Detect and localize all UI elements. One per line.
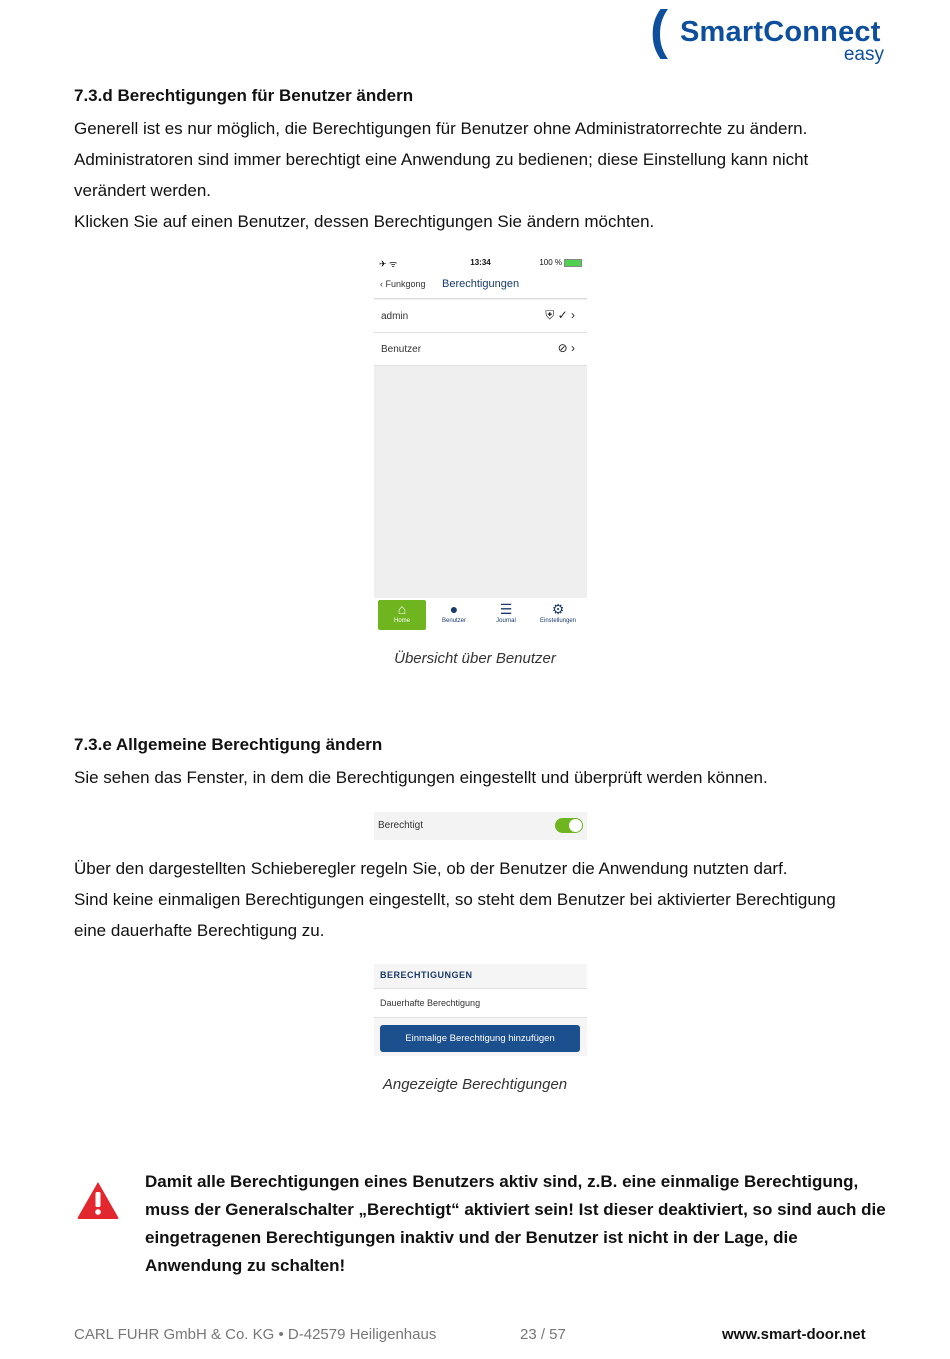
back-button[interactable] — [380, 279, 426, 289]
list-icon: ☰ — [499, 601, 513, 617]
toggle-knob — [569, 819, 582, 832]
user-row-benutzer[interactable] — [374, 333, 587, 366]
warning-icon — [76, 1180, 120, 1220]
section-d-heading: 7.3.d Berechtigungen für Benutzer ändern — [74, 86, 414, 105]
user-row-admin[interactable] — [374, 300, 587, 333]
tab-home[interactable] — [378, 600, 426, 630]
battery-icon — [564, 259, 582, 267]
permission-label: Dauerhafte Berechtigung — [380, 998, 481, 1008]
figure-caption: Übersicht über Benutzer — [394, 650, 556, 667]
section-e-heading: 7.3.e Allgemeine Berechtigung ändern — [74, 735, 383, 754]
status-icons: ✈ ᯤ — [379, 259, 398, 269]
smartconnect-logo — [650, 0, 890, 65]
status-bar — [374, 252, 587, 272]
slider-paragraph — [74, 853, 894, 946]
section-e-paragraph — [74, 762, 894, 793]
shield-check-chevron-icon: ⛨ ✓ › — [545, 308, 575, 322]
paragraph-line: eine dauerhafte Berechtigung zu. — [74, 921, 325, 940]
tab-bar — [374, 598, 587, 635]
footer-url[interactable]: www.smart-door.net — [722, 1326, 866, 1343]
tab-einstellungen[interactable] — [534, 600, 582, 630]
toggle-label: Berechtigt — [378, 820, 424, 831]
paragraph-line: verändert werden. — [74, 181, 212, 200]
permissions-card — [374, 964, 587, 1056]
warning-line: Anwendung zu schalten! — [145, 1256, 346, 1275]
add-one-time-permission-button[interactable]: Einmalige Berechtigung hinzufügen — [380, 1025, 580, 1052]
warning-line: muss der Generalschalter „Berechtigt“ aktiviert sein! Ist dieser deaktiviert, so sind auch die — [145, 1200, 886, 1219]
gear-icon: ⚙ — [551, 601, 565, 617]
battery-label: 100 % — [539, 258, 562, 267]
status-time: 13:34 — [470, 258, 491, 267]
nav-title: Berechtigungen — [442, 278, 520, 290]
battery-indicator — [539, 258, 582, 267]
back-label: Funkgong — [385, 279, 426, 289]
figure-caption: Angezeigte Berechtigungen — [382, 1076, 568, 1093]
logo-bracket: ( — [650, 0, 668, 60]
logo-brand: SmartConnect — [680, 16, 881, 48]
paragraph-line: Sind keine einmaligen Berechtigungen eingestellt, so steht dem Benutzer bei aktivierter Berechtigung — [74, 890, 836, 909]
warning-text — [145, 1168, 905, 1280]
permanent-permission-row[interactable] — [374, 988, 587, 1018]
phone-screenshot — [374, 252, 587, 635]
paragraph-line: Administratoren sind immer berechtigt eine Anwendung zu bedienen; diese Einstellung kann nicht — [74, 150, 809, 169]
user-name: admin — [381, 311, 409, 322]
paragraph-line: Sie sehen das Fenster, in dem die Berechtigungen eingestellt und überprüft werden können. — [74, 768, 768, 787]
chevron-left-icon: ‹ — [380, 279, 386, 289]
tab-label: Einstellungen — [539, 618, 577, 624]
paragraph-line: Generell ist es nur möglich, die Berechtigungen für Benutzer ohne Administratorrechte zu ändern. — [74, 119, 808, 138]
tab-label: Benutzer — [441, 618, 466, 624]
section-d-paragraph — [74, 113, 894, 237]
user-name: Benutzer — [381, 344, 422, 355]
berechtigt-toggle[interactable] — [555, 818, 583, 833]
warning-line: eingetragenen Berechtigungen inaktiv und der Benutzer ist nicht in der Lage, die — [145, 1228, 798, 1247]
tab-label: Home — [393, 618, 410, 624]
user-icon: ● — [449, 601, 459, 617]
tab-journal[interactable] — [482, 600, 530, 630]
footer-company: CARL FUHR GmbH & Co. KG • D-42579 Heiligenhaus — [74, 1326, 437, 1343]
tab-label: Journal — [496, 618, 516, 624]
nav-bar — [374, 272, 587, 299]
paragraph-line: Klicken Sie auf einen Benutzer, dessen Berechtigungen Sie ändern möchten. — [74, 212, 655, 231]
home-icon: ⌂ — [397, 601, 407, 617]
footer-page-number: 23 / 57 — [520, 1326, 566, 1343]
warning-line: Damit alle Berechtigungen eines Benutzers aktiv sind, z.B. eine einmalige Berechtigung, — [145, 1172, 859, 1191]
paragraph-line: Über den dargestellten Schieberegler regeln Sie, ob der Benutzer die Anwendung nutzten darf. — [74, 859, 788, 878]
logo-sub: easy — [843, 44, 884, 65]
permissions-header: BERECHTIGUNGEN — [380, 970, 473, 980]
berechtigt-row — [374, 812, 587, 840]
tab-benutzer[interactable] — [430, 600, 478, 630]
blocked-chevron-icon: ⊘ › — [557, 341, 575, 355]
